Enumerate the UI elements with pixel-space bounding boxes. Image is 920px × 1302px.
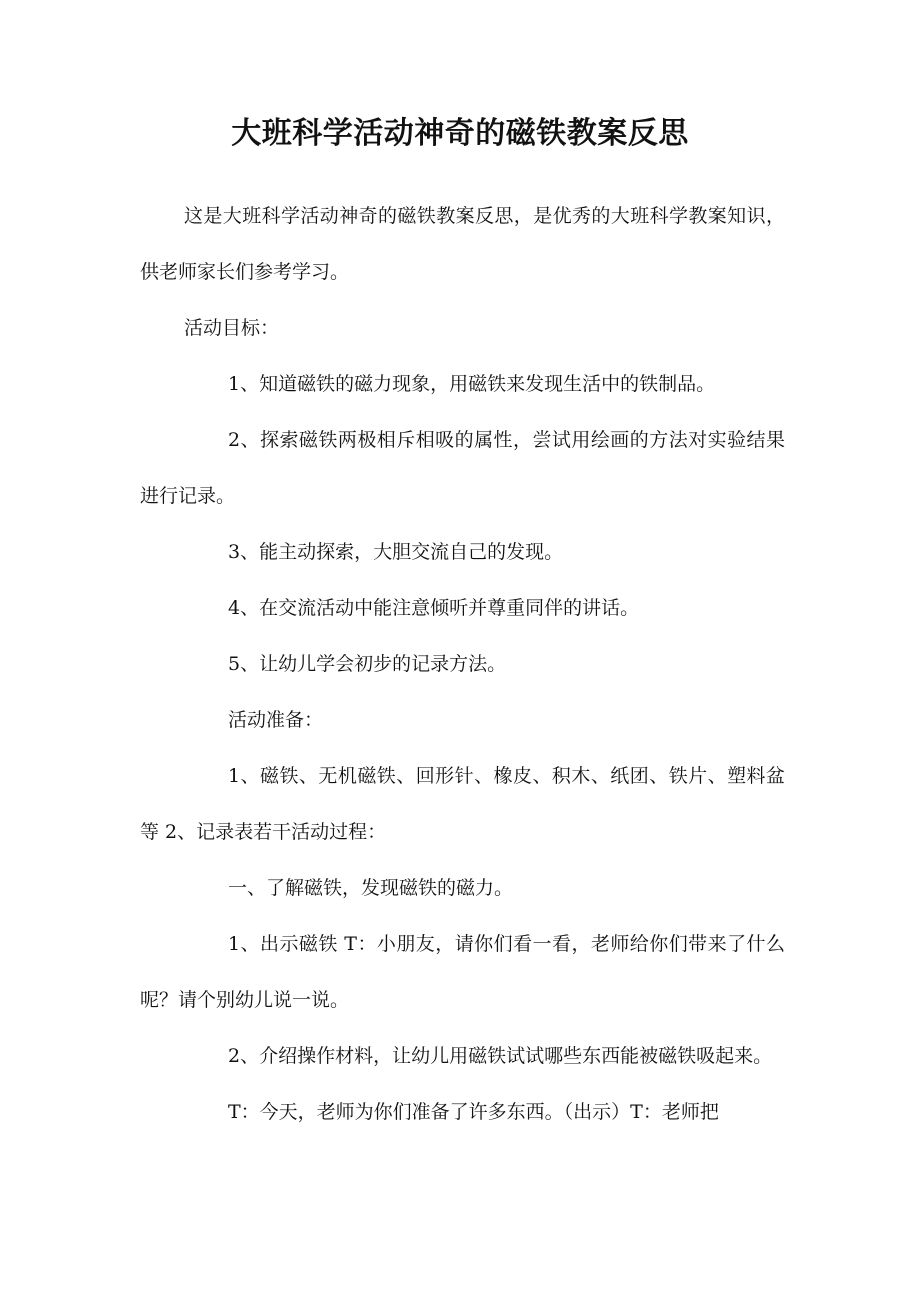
section-heading-goals: 活动目标： (184, 317, 280, 339)
document-body (140, 188, 785, 1140)
process-step: T：今天，老师为你们准备了许多东西。（出示）T：老师把 (228, 1101, 719, 1123)
process-step-heading: 一、了解磁铁，发现磁铁的磁力。 (228, 877, 514, 899)
section-heading-preparation: 活动准备： (228, 709, 324, 731)
goal-item: 2、探索磁铁两极相斥相吸的属性，尝试用绘画的方法对实验结果进行记录。 (140, 429, 785, 507)
preparation-item: 1、磁铁、无机磁铁、回形针、橡皮、积木、纸团、铁片、塑料盆等 2、记录表若干活动过程： (140, 765, 785, 843)
intro-paragraph: 这是大班科学活动神奇的磁铁教案反思，是优秀的大班科学教案知识，供老师家长们参考学习。 (140, 205, 785, 283)
process-step: 1、出示磁铁 T：小朋友，请你们看一看，老师给你们带来了什么呢？请个别幼儿说一说。 (140, 933, 785, 1011)
document-title: 大班科学活动神奇的磁铁教案反思 (231, 116, 689, 151)
goal-item: 5、让幼儿学会初步的记录方法。 (228, 653, 507, 675)
process-step: 2、介绍操作材料，让幼儿用磁铁试试哪些东西能被磁铁吸起来。 (228, 1045, 773, 1067)
goal-item: 3、能主动探索，大胆交流自己的发现。 (228, 541, 564, 563)
goal-item: 4、在交流活动中能注意倾听并尊重同伴的讲话。 (228, 597, 640, 619)
goal-item: 1、知道磁铁的磁力现象，用磁铁来发现生活中的铁制品。 (228, 373, 716, 395)
